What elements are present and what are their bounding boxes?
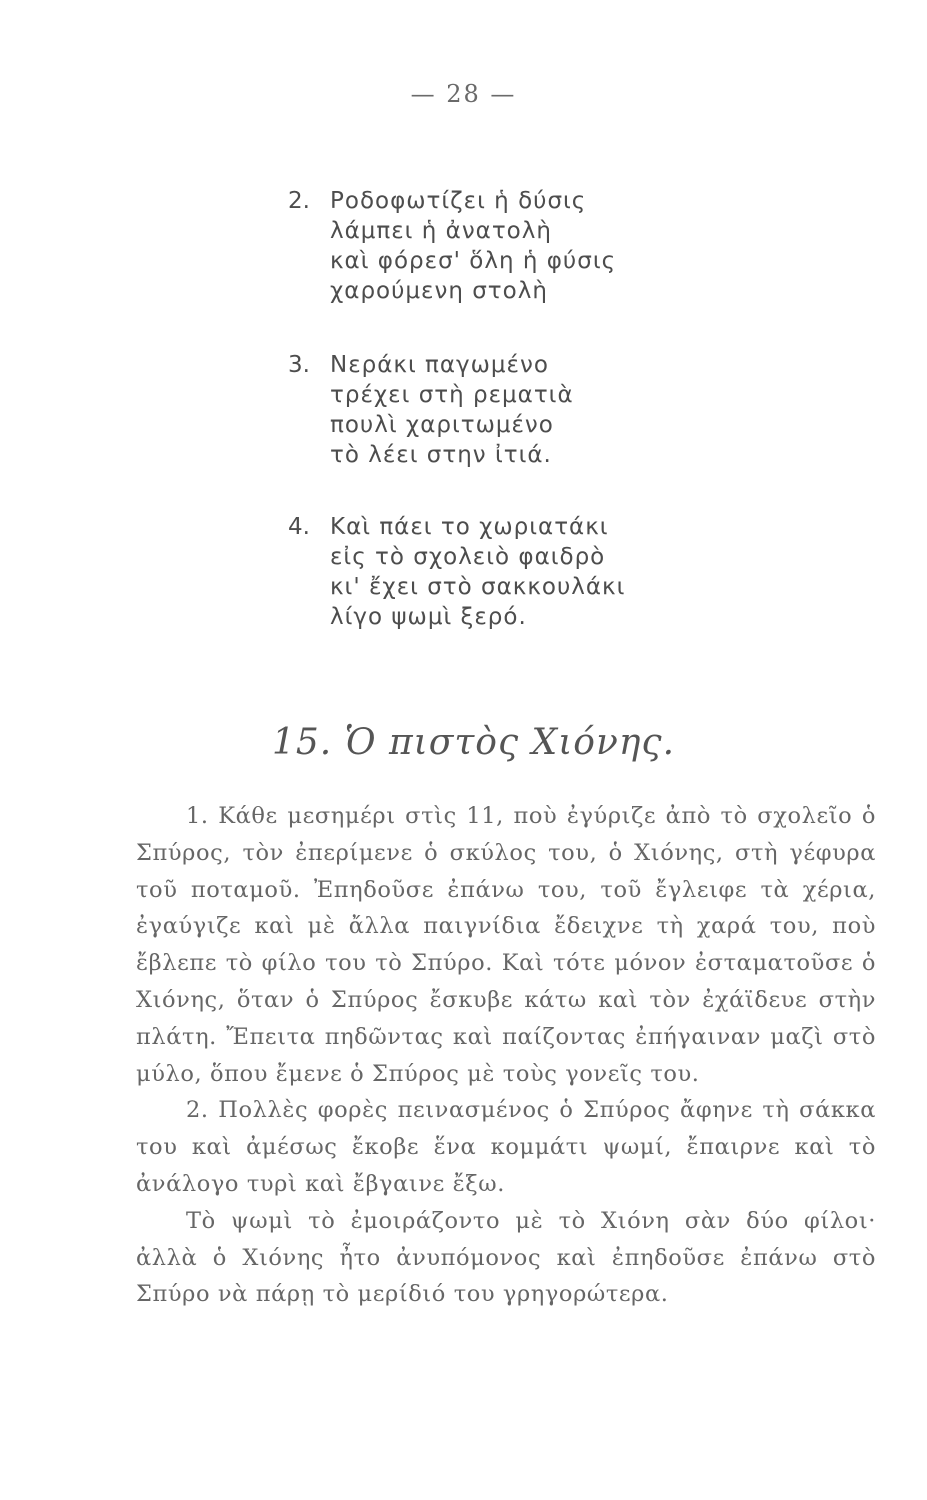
verse-line: τρέχει στὴ ρεματιὰ bbox=[330, 382, 574, 408]
verse-line: καὶ φόρεσ' ὅλη ἡ φύσις bbox=[330, 248, 617, 274]
verse-line: λίγο ψωμὶ ξερό. bbox=[330, 604, 527, 630]
verse-line: λάμπει ἡ ἀνατολὴ bbox=[330, 218, 552, 244]
verse-line: κι' ἔχει στὸ σακκουλάκι bbox=[330, 574, 626, 600]
poem-stanza bbox=[288, 350, 574, 470]
verse-line: πουλὶ χαριτωμένο bbox=[330, 412, 554, 438]
verse-line: εἰς τὸ σχολειὸ φαιδρὸ bbox=[330, 544, 606, 570]
stanza-number: 3. bbox=[288, 352, 310, 378]
verse-line: Ροδοφωτίζει ἡ δύσις bbox=[330, 188, 587, 214]
poem-stanza bbox=[288, 186, 616, 306]
verse-line: τὸ λέει στην ἰτιά. bbox=[330, 442, 552, 468]
poem-stanza bbox=[288, 512, 625, 632]
verse-line: Νεράκι παγωμένο bbox=[330, 352, 549, 378]
paragraph: 2. Πολλὲς φορὲς πεινασμένος ὁ Σπύρος ἄφηνε τὴ σάκκα του καὶ ἀμέσως ἔκοβε ἕνα κομμάτι ψωμί, ἔπαιρνε καὶ τὸ ἀνάλογο τυρὶ καὶ ἔβγαινε ἔξω. bbox=[136, 1097, 876, 1197]
verse-line: χαρούμενη στολὴ bbox=[330, 278, 548, 304]
page-number: — 28 — bbox=[410, 80, 517, 108]
paragraph: Τὸ ψωμὶ τὸ ἐμοιράζοντο μὲ τὸ Χιόνη σὰν δύο φίλοι· ἀλλὰ ὁ Χιόνης ἦτο ἀνυπόμονος καὶ ἐπηδοῦσε ἐπάνω στὸ Σπύρο νὰ πάρῃ τὸ μερίδιό του γρηγορώτερα. bbox=[136, 1207, 876, 1308]
stanza-number: 2. bbox=[288, 188, 310, 214]
verse-line: Καὶ πάει το χωριατάκι bbox=[330, 514, 609, 540]
stanza-number: 4. bbox=[288, 514, 310, 540]
paragraph: 1. Κάθε μεσημέρι στὶς 11, ποὺ ἐγύριζε ἀπὸ τὸ σχολεῖο ὁ Σπύρος, τὸν ἐπερίμενε ὁ σκύλος του, ὁ Χιόνης, στὴ γέφυρα τοῦ ποταμοῦ. Ἐπηδοῦσε ἐπάνω του, τοῦ ἔγλειφε τὰ χέρια, ἐγαύγιζε καὶ μὲ ἄλλα παιγνίδια ἔδειχνε τὴ χαρά του, ποὺ ἔβλεπε τὸ φίλο του τὸ Σπύρο. Καὶ τότε μόνον ἐσταματοῦσε ὁ Χιόνης, ὅταν ὁ Σπύρος ἔσκυβε κάτω καὶ τὸν ἐχάϊδευε στὴν πλάτη. Ἔπειτα πηδῶντας καὶ παίζοντας ἐπήγαιναν μαζὶ στὸ μύλο, ὅπου ἔμενε ὁ Σπύρος μὲ τοὺς γονεῖς του. bbox=[136, 803, 876, 1087]
section-title: 15. Ὁ πιστὸς Χιόνης. bbox=[271, 722, 676, 763]
prose-text bbox=[136, 798, 876, 1313]
